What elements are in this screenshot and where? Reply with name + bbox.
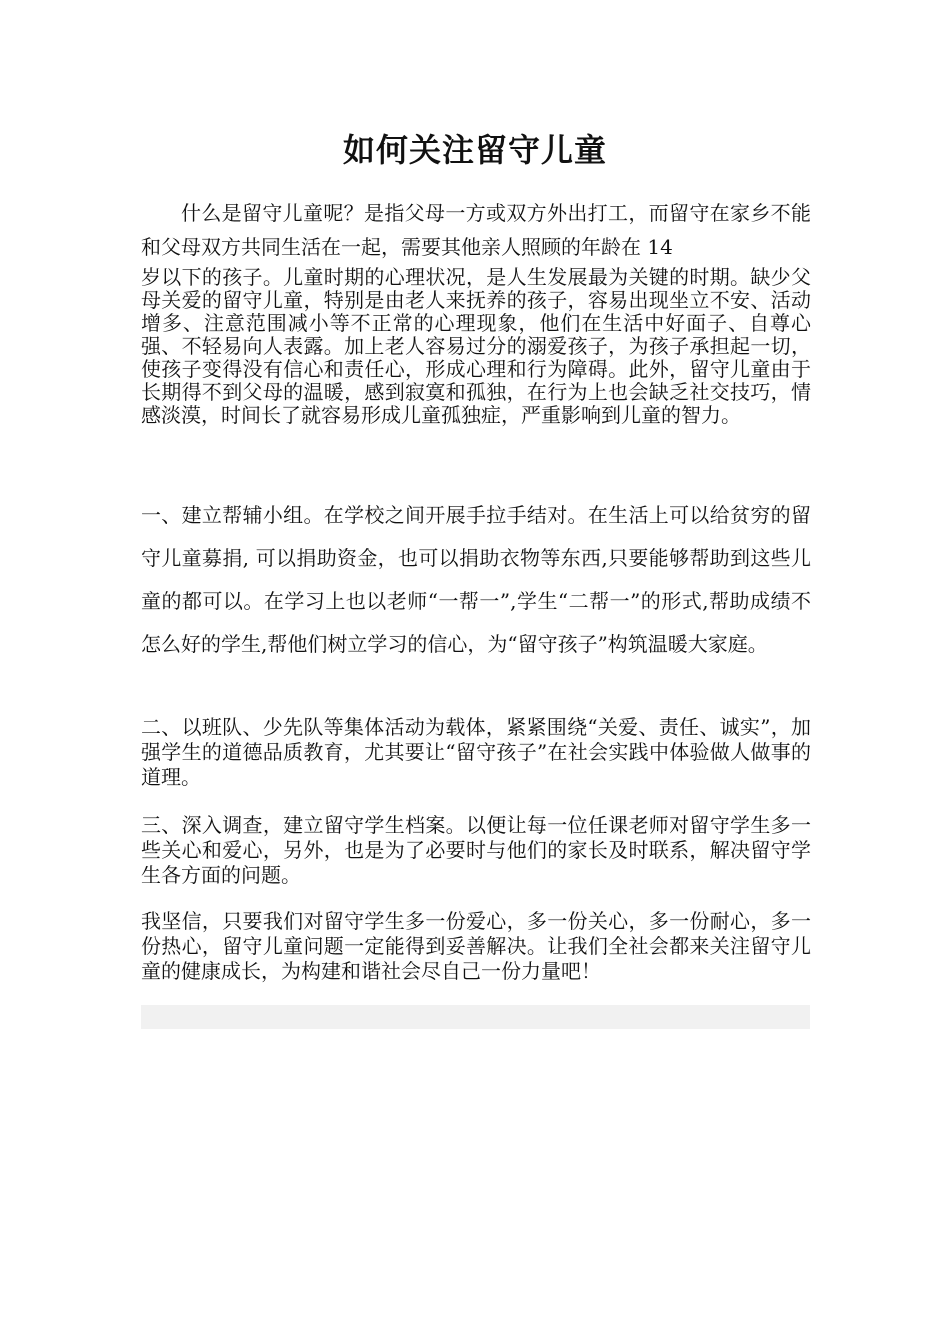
- intro-paragraph-body: 岁以下的孩子。儿童时期的心理状况，是人生发展最为关键的时期。缺少父母关爱的留守儿童，特别是由老人来抚养的孩子，容易出现坐立不安、活动增多、注意范围减小等不正常的心理现象，他们在生活中好面子、自尊心强、不轻易向人表露。加上老人容易过分的溺爱孩子，为孩子承担起一切，使孩子变得没有信心和责任心，形成心理和行为障碍。此外，留守儿童由于长期得不到父母的温暖，感到寂寞和孤独，在行为上也会缺乏社交技巧，情感淡漠，时间长了就容易形成儿童孤独症，严重影响到儿童的智力。: [141, 265, 811, 427]
- measure-one-paragraph: 一、建立帮辅小组。在学校之间开展手拉手结对。在生活上可以给贫穷的留守儿童募捐, 可以捐助资金，也可以捐助衣物等东西,只要能够帮助到这些儿童的都可以。在学习上也以老师“一帮一”,学生“二帮一”的形式,帮助成绩不怎么好的学生,帮他们树立学习的信心，为“留守孩子”构筑温暖大家庭。: [141, 503, 811, 656]
- shaded-footer-bar: [141, 1005, 810, 1029]
- measure-two-paragraph: 二、以班队、少先队等集体活动为载体，紧紧围绕“关爱、责任、诚实”，加强学生的道德品质教育，尤其要让“留守孩子”在社会实践中体验做人做事的道理。: [141, 715, 811, 789]
- measure-three-paragraph: 三、深入调查，建立留守学生档案。以便让每一位任课老师对留守学生多一些关心和爱心，另外，也是为了必要时与他们的家长及时联系，解决留守学生各方面的问题。: [141, 813, 811, 887]
- document-title: 如何关注留守儿童: [342, 131, 607, 169]
- closing-paragraph: 我坚信，只要我们对留守学生多一份爱心，多一份关心，多一份耐心，多一份热心，留守儿童问题一定能得到妥善解决。让我们全社会都来关注留守儿童的健康成长，为构建和谐社会尽自己一份力量吧！: [141, 909, 811, 983]
- intro-paragraph-opening: 什么是留守儿童呢？是指父母一方或双方外出打工，而留守在家乡不能和父母双方共同生活在一起，需要其他亲人照顾的年龄在 14: [141, 201, 811, 259]
